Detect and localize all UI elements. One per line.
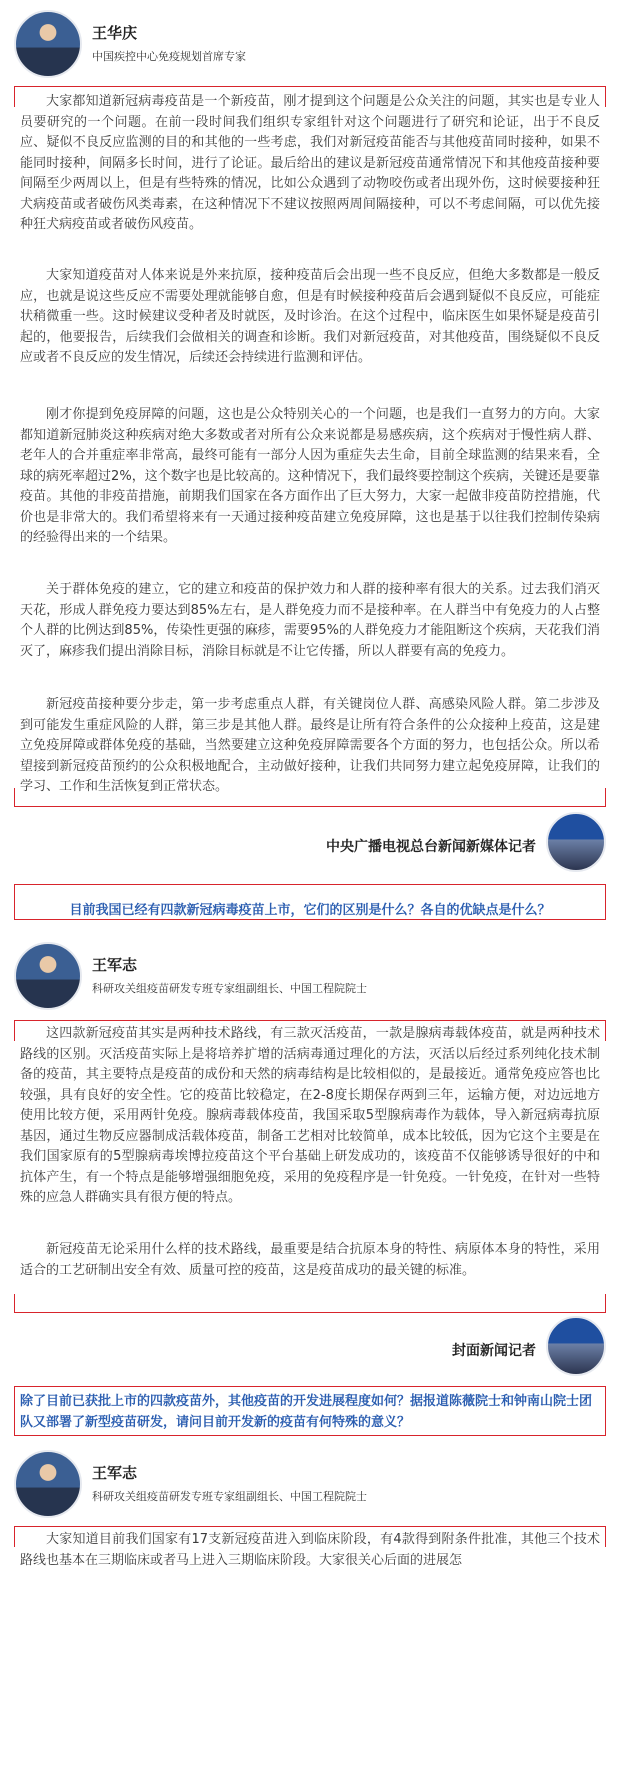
speaker-title: 科研攻关组疫苗研发专班专家组副组长、中国工程院院士 xyxy=(92,982,367,995)
reporter-avatar xyxy=(546,1316,606,1376)
answer-paragraph: 大家都知道新冠病毒疫苗是一个新疫苗，刚才提到这个问题是公众关注的问题，其实也是专业人员要研究的一个问题。在前一段时间我们组织专家组针对这个问题进行了研究和论证，出于不良反应、疑似不良反应监测的目的和其他的一些考虑，我们对新冠疫苗能否与其他疫苗同时接种，如果不能同时接种，间隔多长时间，进行了论证。最后给出的建议是新冠疫苗通常情况下和其他疫苗接种要间隔至少两周以上，但是有些特殊的情况，比如公众遇到了动物咬伤或者出现外伤，这时候要接种狂犬病疫苗或者破伤风类毒素，在这种情况下不建议按照两周间隔接种，可以不考虑间隔，可以优先接种狂犬病疫苗或者破伤风疫苗。 xyxy=(20,94,600,232)
speaker-avatar xyxy=(14,10,82,78)
speaker-name: 王华庆 xyxy=(92,24,138,42)
answer-paragraph: 新冠疫苗无论采用什么样的技术路线，最重要是结合抗原本身的特性、病原体本身的特性，采用适合的工艺研制出安全有效、质量可控的疫苗，这是疫苗成功的最关键的标准。 xyxy=(20,1242,600,1278)
reporter-header-1 xyxy=(306,812,606,870)
answer-paragraph: 大家知道疫苗对人体来说是外来抗原，接种疫苗后会出现一些不良反应，但绝大多数都是一般反应，也就是说这些反应不需要处理就能够自愈，但是有时候接种疫苗后会遇到疑似不良反应，可能症状稍微重一些。这时候建议受种者及时就医，及时诊治。在这个过程中，临床医生如果怀疑是疫苗引起的，他要报告，后续我们会做相关的调查和诊断。我们对新冠疫苗，对其他疫苗，围绕疑似不良反应或者不良反应的发生情况，后续还会持续进行监测和评估。 xyxy=(20,268,600,365)
reporter-name: 封面新闻记者 xyxy=(452,1343,536,1359)
question-border-bottom xyxy=(15,1435,605,1436)
answer-paragraph: 刚才你提到免疫屏障的问题，这也是公众特别关心的一个问题，也是我们一直努力的方向。大家都知道新冠肺炎这种疾病对绝大多数或者对所有公众来说都是易感疾病，这个疾病对于慢性病人群、老年人的合并重症率非常高，最终可能有一部分人因为重症失去生命，目前全球监测的结果来看，全球的病死率超过2%，这个数字也是比较高的。这种情况下，我们最终要控制这个疾病，关键还是要靠疫苗。其他的非疫苗措施，前期我们国家在各方面作出了巨大努力，大家一起做非疫苗防控措施，代价也是非常大的。我们希望将来有一天通过接种疫苗建立免疫屏障，这也是基于以往我们控制传染病的经验得出来的一个结果。 xyxy=(20,407,600,545)
question-border-top xyxy=(15,884,605,885)
speaker-name: 王军志 xyxy=(92,1464,138,1482)
answer-bracket-bottom xyxy=(14,788,606,807)
speaker-avatar xyxy=(14,1450,82,1518)
answer-paragraph: 关于群体免疫的建立，它的建立和疫苗的保护效力和人群的接种率有很大的关系。过去我们消灭天花，形成人群免疫力要达到85%左右，是人群免疫力而不是接种率。在人群当中有免疫力的人占整个人群的比例达到85%，传染性更强的麻疹，需要95%的人群免疫力才能阻断这个疾病，天花我们消灭了，麻疹我们提出消除目标，消除目标就是不让它传播，所以人群要有高的免疫力。 xyxy=(20,582,600,659)
answer-paragraph: 这四款新冠疫苗其实是两种技术路线，有三款灭活疫苗，一款是腺病毒载体疫苗，就是两种技术路线的区别。灭活疫苗实际上是将培养扩增的活病毒通过理化的方法，灭活以后经过系列纯化技术制备的疫苗，其主要特点是疫苗的成份和天然的病毒结构是比较相似的，是最接近。通常免疫应答也比较强，具有良好的安全性。它的疫苗比较稳定，在2-8度长期保存两到三年，运输方便，对边远地方使用比较方便，采用两针免疫。腺病毒载体疫苗，我国采取5型腺病毒作为载体，导入新冠病毒抗原基因，通过生物反应器制成活载体疫苗，制备工艺相对比较简单，成本比较低，因为它这个主要是在我们国家原有的5型腺病毒埃博拉疫苗这个平台基础上研发成功的，该疫苗不仅能够诱导很好的中和抗体产生，有一个特点是能够增强细胞免疫，采用的免疫程序是一针免疫。一针免疫，在针对一些特殊的应急人群确实具有很方便的特点。 xyxy=(20,1026,600,1205)
answer-paragraph: 新冠疫苗接种要分步走，第一步考虑重点人群，有关键岗位人群、高感染风险人群。第二步涉及到可能发生重症风险的人群，第三步是其他人群。最终是让所有符合条件的公众接种上疫苗，这是建立免疫屏障或群体免疫的基础，当然要建立这种免疫屏障需要各个方面的努力，也包括公众。所以希望接到新冠疫苗预约的公众积极地配合，主动做好接种，让我们共同努力建立起免疫屏障，让我们的学习、工作和生活恢复到正常状态。 xyxy=(20,697,600,794)
question-text: 除了目前已获批上市的四款疫苗外，其他疫苗的开发进展程度如何？据报道陈薇院士和钟南山院士团队又部署了新型疫苗研发，请问目前开发新的疫苗有何特殊的意义？ xyxy=(20,1394,593,1430)
question-text: 目前我国已经有四款新冠病毒疫苗上市，它们的区别是什么？各自的优缺点是什么？ xyxy=(69,903,551,918)
reporter-avatar xyxy=(546,812,606,872)
speaker-title: 中国疾控中心免疫规划首席专家 xyxy=(92,50,246,63)
speaker-name: 王军志 xyxy=(92,956,138,974)
speaker-avatar xyxy=(14,942,82,1010)
reporter-name: 中央广播电视总台新闻新媒体记者 xyxy=(326,839,536,855)
reporter-header-2 xyxy=(386,1316,606,1374)
speaker-title: 科研攻关组疫苗研发专班专家组副组长、中国工程院院士 xyxy=(92,1490,367,1503)
answer-paragraph: 大家知道目前我们国家有17支新冠疫苗进入到临床阶段，有4款得到附条件批准，其他三个技术路线也基本在三期临床或者马上进入三期临床阶段。大家很关心后面的进展怎 xyxy=(20,1532,600,1568)
answer-bracket-bottom xyxy=(14,1294,606,1313)
question-border-top xyxy=(15,1386,605,1387)
